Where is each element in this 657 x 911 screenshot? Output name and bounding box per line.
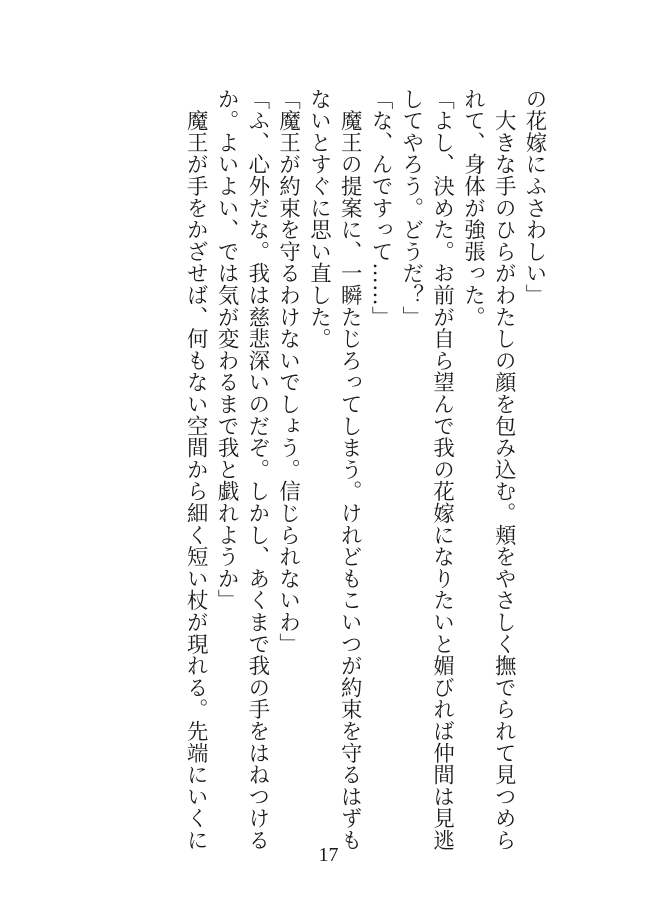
text-line: 「ふ、心外だな。我は慈悲深いのだぞ。しかし、あくまで我の手をはねつける (244, 88, 270, 851)
text-line: 「よし、決めた。お前が自ら望んで我の花嫁になりたいと媚びれば仲間は見逃 (429, 88, 455, 851)
page-number: 17 (318, 844, 339, 866)
text-line: 魔王が手をかざせば、何もない空間から細く短い杖が現れる。先端にいくに (183, 88, 209, 851)
text-line: れて、身体が強張った。 (460, 88, 486, 328)
text-line: 大きな手のひらがわたしの顔を包み込む。頬をやさしく撫でられて見つめら (491, 88, 517, 851)
text-line: してやろう。どうだ？」 (398, 88, 424, 328)
text-line: ないとすぐに思い直した。 (306, 88, 332, 350)
text-line: 「魔王が約束を守るわけないでしょう。信じられないわ」 (275, 88, 301, 655)
text-line: 魔王の提案に、一瞬たじろってしまう。けれどもこいつが約束を守るはずも (337, 88, 363, 851)
text-line: の花嫁にふさわしい」 (522, 88, 547, 306)
vertical-text-body (179, 88, 549, 851)
text-line: 「な、んですって……」 (368, 88, 394, 328)
text-line: か。よいよい、では気が変わるまで我と戯れようか」 (214, 88, 240, 612)
